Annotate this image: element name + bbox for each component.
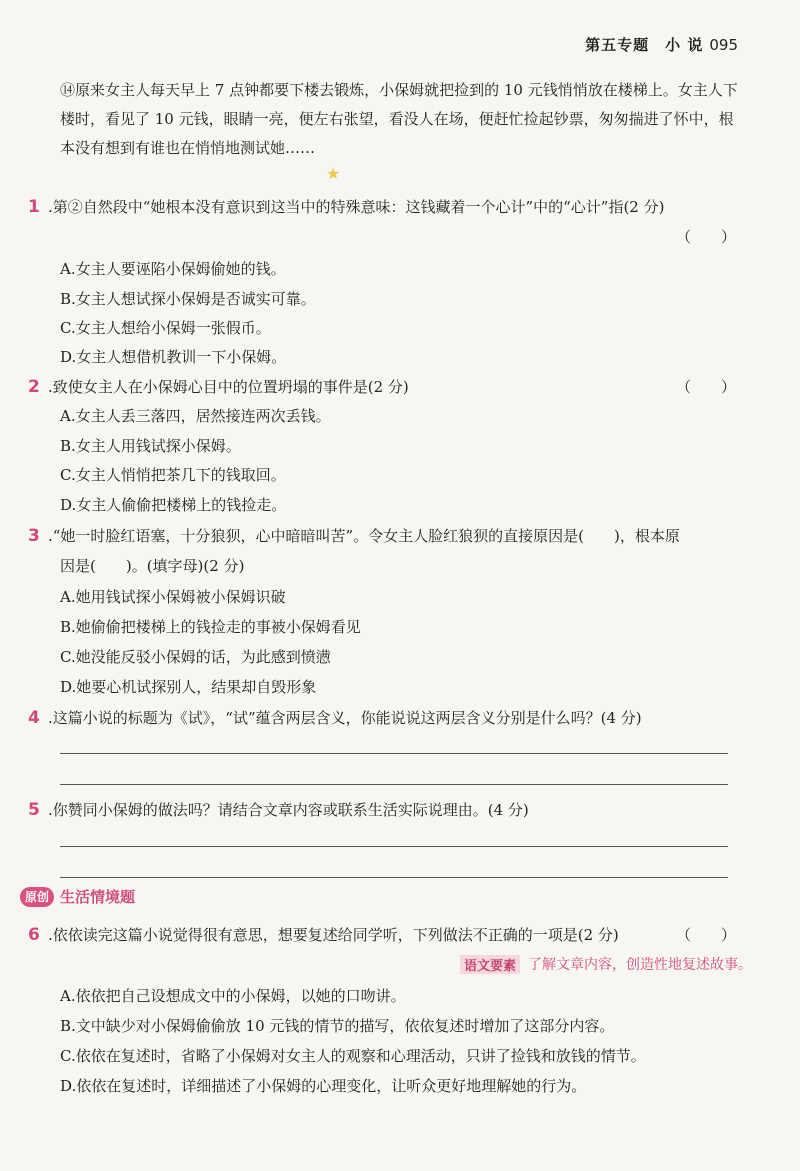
option-a: A.依依把自己设想成文中的小保姆，以她的口吻讲。 xyxy=(60,987,406,1005)
literacy-note xyxy=(460,954,752,974)
option-b: B.女主人想试探小保姆是否诚实可靠。 xyxy=(60,290,316,308)
answer-line[interactable] xyxy=(60,784,728,785)
page-number: 095 xyxy=(709,36,738,54)
answer-paren[interactable]: （ ） xyxy=(675,228,736,246)
section-tag-label: 生活情境题 xyxy=(60,888,136,906)
option-c: C.女主人想给小保姆一张假币。 xyxy=(60,319,271,337)
option-d: D.依依在复述时，详细描述了小保姆的心理变化，让听众更好地理解她的行为。 xyxy=(60,1077,587,1095)
question-number: 3 xyxy=(28,526,40,546)
answer-paren[interactable]: （ ） xyxy=(675,378,736,396)
question-3 xyxy=(28,525,748,546)
option-c: C.女主人悄悄把茶几下的钱取回。 xyxy=(60,466,286,484)
option-a: A.女主人丢三落四，居然接连两次丢钱。 xyxy=(60,407,331,425)
paragraph-marker: ⑭ xyxy=(60,81,76,99)
question-5 xyxy=(28,799,748,820)
option-c: C.依依在复述时，省略了小保姆对女主人的观察和心理活动，只讲了捡钱和放钱的情节。 xyxy=(60,1047,646,1065)
option-c: C.她没能反驳小保姆的话，为此感到愤懑 xyxy=(60,648,331,666)
passage-paragraph xyxy=(60,76,740,163)
answer-line[interactable] xyxy=(60,877,728,878)
question-number: 1 xyxy=(28,197,40,217)
option-a: A.女主人要诬陷小保姆偷她的钱。 xyxy=(60,260,286,278)
answer-paren[interactable]: （ ） xyxy=(675,926,736,944)
question-number: 2 xyxy=(28,377,40,397)
original-badge: 原创 xyxy=(20,887,54,907)
option-d: D.女主人想借机教训一下小保姆。 xyxy=(60,348,287,366)
question-4 xyxy=(28,707,748,728)
question-stem: .你赞同小保姆的做法吗？请结合文章内容或联系生活实际说理由。(4 分) xyxy=(48,801,529,819)
page-header xyxy=(585,34,738,55)
star-icon: ★ xyxy=(326,164,341,183)
option-b: B.她偷偷把楼梯上的钱捡走的事被小保姆看见 xyxy=(60,618,361,636)
option-d: D.她要心机试探别人，结果却自毁形象 xyxy=(60,678,317,696)
question-stem: .第②自然段中“她根本没有意识到这当中的特殊意味：这钱藏着一个心计”中的“心计”指(2 分) xyxy=(48,198,665,216)
question-number: 6 xyxy=(28,925,40,945)
question-stem: .这篇小说的标题为《试》，“试”蕴含两层含义，你能说说这两层含义分别是什么吗？(4 分) xyxy=(48,709,642,727)
dotted-divider xyxy=(28,172,348,174)
option-b: B.文中缺少对小保姆偷偷放 10 元钱的情节的描写，依依复述时增加了这部分内容。 xyxy=(60,1017,615,1035)
answer-line[interactable] xyxy=(60,753,728,754)
question-stem-line1: .“她一时脸红语塞，十分狼狈，心中暗暗叫苦”。令女主人脸红狼狈的直接原因是( )，根本原 xyxy=(48,527,680,545)
question-1 xyxy=(28,196,748,217)
option-a: A.她用钱试探小保姆被小保姆识破 xyxy=(60,588,286,606)
question-stem: .依依读完这篇小说觉得很有意思，想要复述给同学听，下列做法不正确的一项是(2 分) xyxy=(48,926,619,944)
question-2 xyxy=(28,376,748,397)
question-6 xyxy=(28,924,748,945)
note-label: 语文要素 xyxy=(460,955,520,974)
passage-text: 原来女主人每天早上 7 点钟都要下楼去锻炼，小保姆就把捡到的 10 元钱悄悄放在楼梯上。女主人下楼时，看见了 10 元钱，眼睛一亮，便左右张望，看没人在场，便赶忙捡起钞票，匆匆揣进了怀中，根本没有想到有谁也在悄悄地测试她…… xyxy=(60,81,738,157)
answer-line[interactable] xyxy=(60,846,728,847)
option-b: B.女主人用钱试探小保姆。 xyxy=(60,437,241,455)
question-stem: .致使女主人在小保姆心目中的位置坍塌的事件是(2 分) xyxy=(48,378,409,396)
note-text: 了解文章内容，创造性地复述故事。 xyxy=(528,957,752,973)
section-tag xyxy=(20,886,135,907)
option-d: D.女主人偷偷把楼梯上的钱捡走。 xyxy=(60,496,287,514)
section-title: 第五专题 小 说 xyxy=(585,36,704,54)
question-number: 5 xyxy=(28,800,40,820)
question-stem-line2: 因是( )。(填字母)(2 分) xyxy=(60,557,245,575)
question-number: 4 xyxy=(28,708,40,728)
